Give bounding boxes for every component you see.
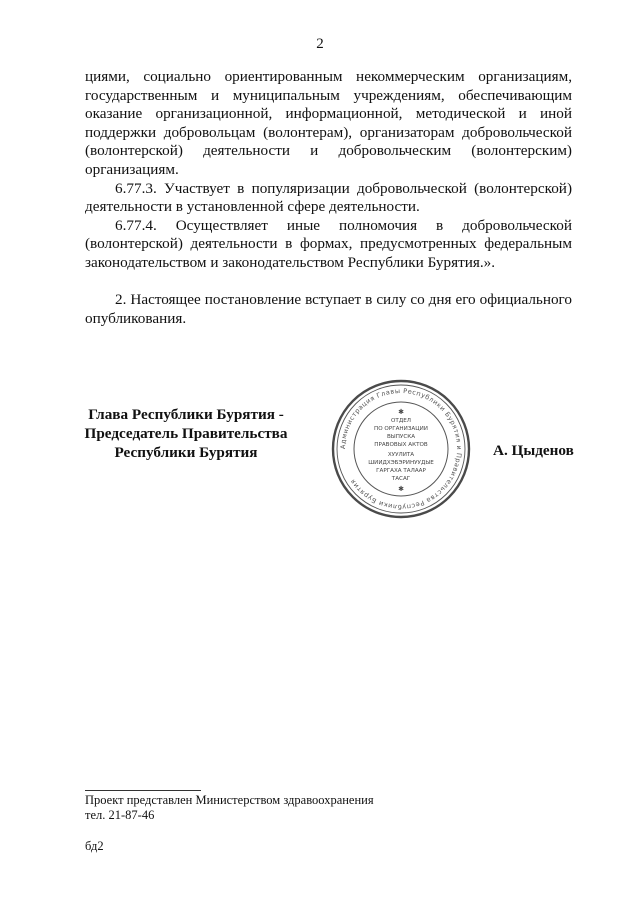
footer-code: бд2 [85, 839, 104, 853]
stamp-inner-text: ГАРГАХА ТАЛААР [376, 468, 426, 474]
stamp-outer-text: Администрация Главы Республики Бурятия и Правительства Республики Бурятия [338, 386, 464, 512]
paragraph-continuation: циями, социально ориентированным некоммерческим организациям, государственным и муниципальным учреждениям, обеспечивающим оказание организационной, информационной, методической и иной поддержки добровольцам (волонтерам), организаторам добровольческой (волонтерской) деятельности и добровольческим (волонтерским) организациям. [85, 68, 572, 178]
stamp-star-icon: ✱ [398, 408, 404, 416]
signatory-title-line: Республики Бурятия [114, 444, 258, 461]
stamp-star-icon: ✱ [398, 485, 404, 493]
paragraph-6-77-3: 6.77.3. Участвует в популяризации добровольческой (волонтерской) деятельности в установленной сфере деятельности. [85, 179, 572, 216]
document-body [85, 68, 572, 328]
official-stamp [330, 378, 472, 520]
footer-phone: тел. 21-87-46 [85, 808, 155, 822]
signatory-title-line: Председатель Правительства [84, 425, 288, 442]
stamp-inner-text: ОТДЕЛ [391, 418, 411, 424]
footer-divider [85, 790, 201, 791]
stamp-inner-text: ХУУЛИТА [387, 452, 415, 458]
paragraph-2-effective-date: 2. Настоящее постановление вступает в силу со дня его официального опубликования. [85, 291, 572, 327]
signatory-name: А. Цыденов [493, 442, 574, 459]
stamp-inner-text: ПО ОРГАНИЗАЦИИ [374, 426, 428, 432]
stamp-inner-text: ПРАВОВЫХ АКТОВ [374, 442, 428, 448]
signatory-title-line: Глава Республики Бурятия - [88, 406, 284, 423]
footer-submitted-by: Проект представлен Министерством здравоохранения [85, 793, 374, 807]
signatory-title [80, 405, 292, 462]
footer-note [85, 793, 374, 854]
page-number: 2 [316, 36, 324, 52]
paragraph-6-77-4: 6.77.4. Осуществляет иные полномочия в добровольческой (волонтерской) деятельности в формах, предусмотренных федеральным законодательством и законодательством Республики Бурятия.». [85, 216, 572, 271]
stamp-inner-text: ТАСАГ [391, 476, 411, 482]
stamp-inner-text: ШИИДХЭБЭРИНУУДЫЕ [368, 460, 434, 466]
stamp-inner-text: ВЫПУСКА [386, 434, 416, 440]
